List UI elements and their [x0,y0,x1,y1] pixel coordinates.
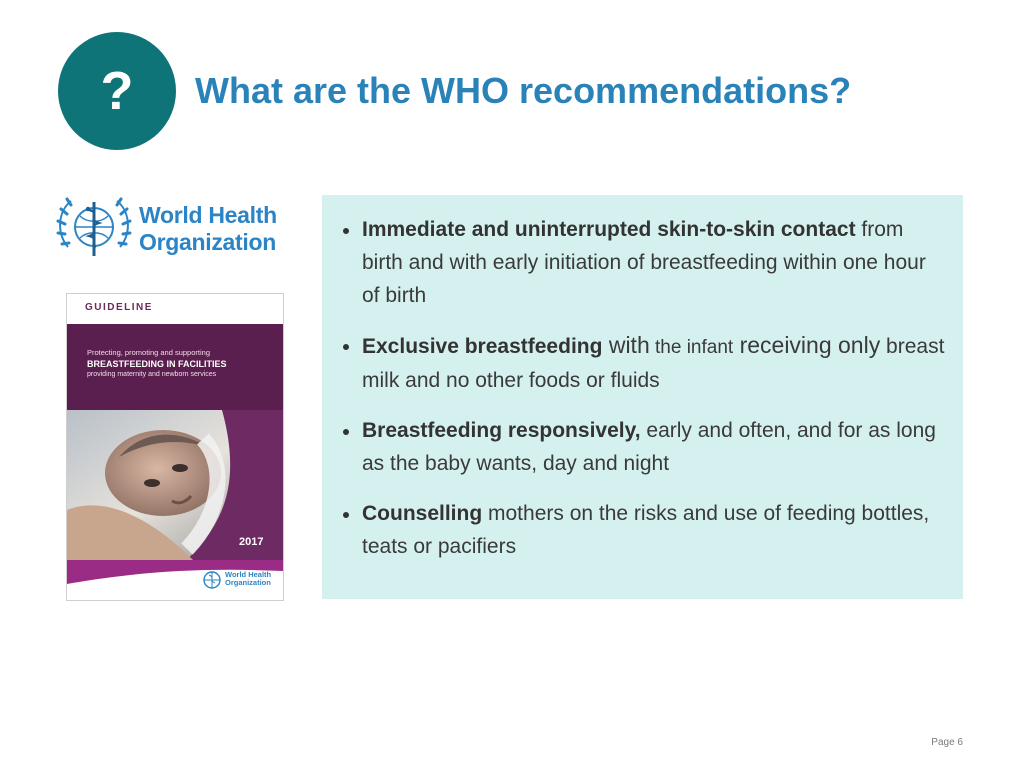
recommendation-text: early and often, and for as long as the baby wants, day and night [362,419,936,475]
cover-who-emblem-icon [201,569,223,591]
recommendation-text: breast milk and no other foods or fluids [362,335,945,392]
recommendation-item [340,497,945,563]
question-badge [58,32,176,150]
who-logo-text [139,202,277,256]
cover-logo-line2: Organization [225,578,271,587]
recommendation-with-text: with [602,332,650,358]
cover-guideline-label: GUIDELINE [85,302,153,313]
cover-subtitle-text: providing maternity and newborn services [87,371,217,378]
recommendation-heading: Counselling [362,502,483,525]
recommendation-heading: Breastfeeding responsively, [362,419,641,442]
recommendation-text: from birth and with early initiation of breastfeeding within one hour of birth [362,218,926,307]
cover-logo-text [225,571,271,587]
cover-logo-line1: World Health [225,570,272,579]
recommendation-item [340,329,945,397]
who-logo [55,192,291,266]
cover-title-text: BREASTFEEDING IN FACILITIES [87,359,227,369]
guideline-cover-image [66,293,284,601]
who-emblem-icon [55,192,133,266]
recommendation-item [340,414,945,480]
who-logo-line2: Organization [139,229,276,255]
question-mark: ? [100,61,134,121]
page-number: Page 6 [931,737,963,748]
recommendation-heading: Immediate and uninterrupted skin-to-skin contact [362,218,856,241]
recommendations-list [340,213,945,580]
recommendation-heading: Exclusive breastfeeding [362,335,603,358]
cover-year: 2017 [239,536,264,548]
recommendations-panel [322,195,963,599]
cover-small-text: Protecting, promoting and supporting [87,348,210,357]
recommendation-item [340,213,945,312]
who-logo-line1: World Health [139,202,277,228]
recommendation-infant-text: the infant [649,337,734,358]
recommendation-receiving-text: receiving only [733,332,881,358]
slide-title: What are the WHO recommendations? [195,70,852,111]
recommendation-text: mothers on the risks and use of feeding bottles, teats or pacifiers [362,502,930,558]
